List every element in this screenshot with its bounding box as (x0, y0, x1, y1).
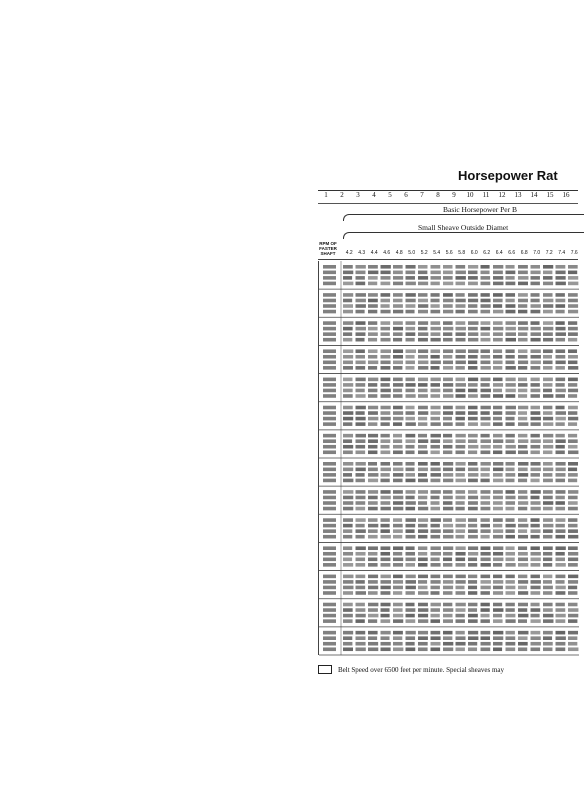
table-header-secondary: Small Sheave Outside Diamet (418, 223, 509, 232)
column-number: 1 (324, 191, 328, 199)
column-number: 12 (498, 191, 506, 199)
sheave-size: 4.2 (345, 250, 353, 256)
sheave-size: 5.0 (408, 250, 416, 256)
sheave-size: 6.8 (520, 250, 528, 256)
table-top-rule (318, 259, 578, 260)
header-brace (343, 214, 584, 221)
sheave-size: 5.6 (445, 250, 453, 256)
column-number: 3 (356, 191, 360, 199)
column-number: 7 (420, 191, 424, 199)
sheave-size: 5.2 (420, 250, 428, 256)
column-number: 11 (482, 191, 490, 199)
sheave-size: 4.8 (395, 250, 403, 256)
sheave-size: 4.6 (383, 250, 391, 256)
column-number: 14 (530, 191, 538, 199)
column-number: 13 (514, 191, 522, 199)
column-number: 8 (436, 191, 440, 199)
sheave-size: 7.6 (570, 250, 578, 256)
sheave-size: 6.4 (495, 250, 503, 256)
sheave-size: 6.0 (470, 250, 478, 256)
sheave-size: 5.8 (458, 250, 466, 256)
legend-swatch (318, 665, 332, 674)
sheave-size-row (343, 250, 581, 256)
illegible-table-body (319, 261, 579, 655)
sheave-size: 5.4 (433, 250, 441, 256)
sheave-size: 6.6 (508, 250, 516, 256)
column-number: 9 (452, 191, 456, 199)
column-number-rule (318, 203, 578, 204)
column-number: 6 (404, 191, 408, 199)
sheave-size: 4.3 (358, 250, 366, 256)
column-number: 4 (372, 191, 376, 199)
column-number-row (318, 191, 578, 202)
sheave-size: 7.2 (545, 250, 553, 256)
sheave-size: 4.4 (370, 250, 378, 256)
column-number: 5 (388, 191, 392, 199)
table-header-primary: Basic Horsepower Per B (443, 205, 517, 214)
sheave-size: 7.4 (558, 250, 566, 256)
column-number: 15 (546, 191, 554, 199)
rpm-column-label: RPM OF FASTER SHAFT (319, 241, 337, 256)
sheave-size: 7.0 (533, 250, 541, 256)
legend-text: Belt Speed over 6500 feet per minute. Special sheaves may (338, 665, 505, 674)
page-title: Horsepower Rat (458, 168, 558, 183)
column-number: 16 (562, 191, 570, 199)
horsepower-rating-table (318, 261, 579, 655)
column-number: 2 (340, 191, 344, 199)
table-legend (318, 665, 504, 674)
column-number: 10 (466, 191, 474, 199)
sheave-size: 6.2 (483, 250, 491, 256)
header-brace (343, 232, 584, 239)
